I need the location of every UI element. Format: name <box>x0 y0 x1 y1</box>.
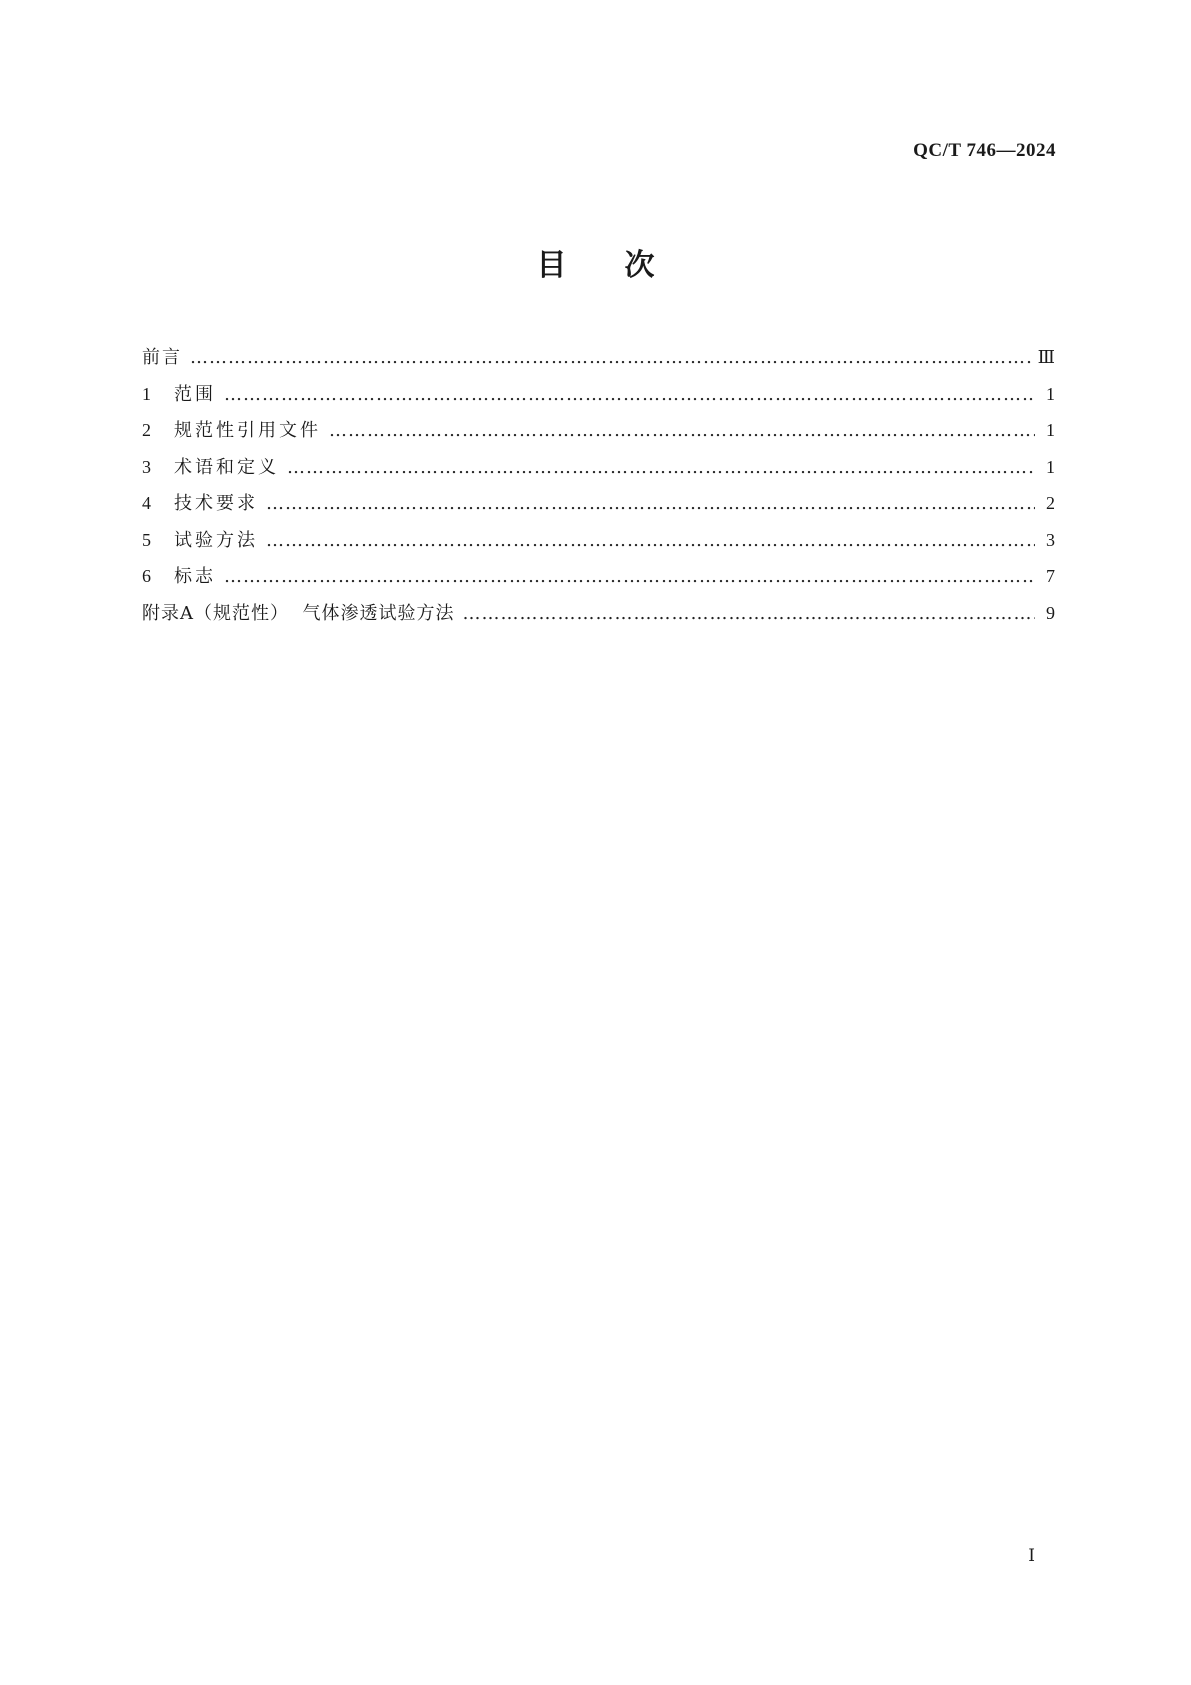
toc-leader <box>266 523 1035 560</box>
toc-entry-number: 1 <box>142 383 151 404</box>
table-of-contents <box>142 339 1055 631</box>
toc-entry-number: 2 <box>142 420 151 440</box>
toc-entry-label: 规范性引用文件 <box>174 420 321 441</box>
toc-entry-technical-requirements[interactable] <box>142 485 1055 522</box>
toc-entry-label: 技术要求 <box>174 493 258 514</box>
toc-leader <box>266 486 1035 523</box>
toc-entry-page: 1 <box>1046 420 1055 440</box>
toc-title: 目次 <box>536 248 713 283</box>
toc-leader <box>190 340 1032 377</box>
toc-entry-normative-references[interactable] <box>142 412 1055 449</box>
page-number: Ⅰ <box>1028 1546 1035 1565</box>
toc-entry-label: 术语和定义 <box>174 456 279 478</box>
toc-entry-page: 2 <box>1046 493 1055 513</box>
toc-entry-page: 9 <box>1046 602 1055 623</box>
toc-entry-page: 1 <box>1046 456 1055 477</box>
standard-code: QC/T 746—2024 <box>913 140 1056 161</box>
toc-entry-number: 3 <box>142 456 151 477</box>
toc-entry-marking[interactable] <box>142 558 1055 595</box>
toc-leader <box>287 450 1035 487</box>
toc-entry-terms[interactable] <box>142 449 1055 486</box>
toc-leader <box>224 559 1035 596</box>
toc-entry-number: 6 <box>142 566 151 586</box>
toc-entry-page: 7 <box>1046 566 1055 586</box>
toc-entry-label: 标志 <box>174 566 216 587</box>
toc-leader <box>462 596 1035 633</box>
toc-entry-test-methods[interactable] <box>142 522 1055 559</box>
toc-entry-label: 前言 <box>142 347 182 368</box>
toc-entry-scope[interactable] <box>142 376 1055 413</box>
toc-entry-number: 4 <box>142 493 151 513</box>
toc-entry-page: 3 <box>1046 529 1055 550</box>
toc-entry-label: 范围 <box>174 383 216 405</box>
toc-entry-number: 5 <box>142 529 151 550</box>
toc-entry-label: 附录A（规范性） 气体渗透试验方法 <box>142 602 455 624</box>
toc-entry-appendix-a[interactable] <box>142 595 1055 632</box>
toc-entry-foreword[interactable] <box>142 339 1055 376</box>
toc-leader <box>329 413 1035 450</box>
toc-entry-label: 试验方法 <box>174 529 258 551</box>
toc-entry-page: Ⅲ <box>1037 347 1055 367</box>
toc-leader <box>224 377 1035 414</box>
toc-entry-page: 1 <box>1046 383 1055 404</box>
